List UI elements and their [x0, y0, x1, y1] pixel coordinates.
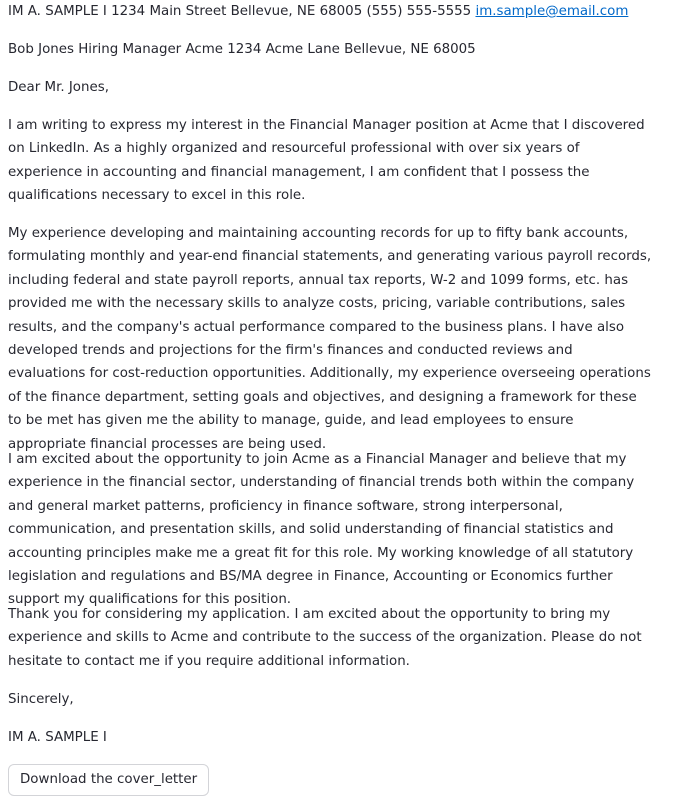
paragraph-intro: I am writing to express my interest in the Financial Manager position at Acme that I discovered on LinkedIn. As a highly organized and resourceful professional with over six years of experience in accounting and financial management, I am confident that I possess the qualifications necessary to excel in this role.	[8, 118, 645, 204]
signature: IM A. SAMPLE I	[8, 730, 107, 745]
salutation: Dear Mr. Jones,	[8, 80, 109, 95]
paragraph-fit: I am excited about the opportunity to join Acme as a Financial Manager and believe that my experience in the financial sector, understanding of financial trends both within the company and general market patterns, proficiency in finance software, strong interpersonal, communication, and presentation skills, and solid understanding of financial statistics and accounting principles make me a great fit for this role. My working knowledge of all statutory legislation and regulations and BS/MA degree in Finance, Accounting or Economics further support my qualifications for this position.	[8, 452, 635, 608]
sender-header	[8, 0, 628, 23]
closing: Sincerely,	[8, 692, 74, 707]
paragraph-experience: My experience developing and maintaining accounting records for up to fifty bank accounts, formulating monthly and year-end financial statements, and generating various payroll records, including federal and state payroll reports, annual tax reports, W-2 and 1099 forms, etc. has provided me with the necessary skills to analyze costs, pricing, variable contributions, sales results, and the company's actual performance compared to the business plans. I have also developed trends and projections for the firm's finances and conducted reviews and evaluations for cost-reduction opportunities. Additionally, my experience overseeing operations of the finance department, setting goals and objectives, and designing a framework for these to be met has given me the ability to manage, guide, and lead employees to ensure appropriate financial processes are being used.	[8, 226, 652, 452]
recipient-line: Bob Jones Hiring Manager Acme 1234 Acme Lane Bellevue, NE 68005	[8, 42, 476, 57]
download-cover-letter-button[interactable]: Download the cover_letter	[8, 764, 209, 796]
paragraph-thanks: Thank you for considering my application. I am excited about the opportunity to bring my experience and skills to Acme and contribute to the success of the organization. Please do not hesitate to contact me if you require additional information.	[8, 607, 642, 669]
sender-line: IM A. SAMPLE I 1234 Main Street Bellevue, NE 68005 (555) 555-5555	[8, 4, 472, 19]
sender-email-link[interactable]: im.sample@email.com	[475, 4, 629, 19]
